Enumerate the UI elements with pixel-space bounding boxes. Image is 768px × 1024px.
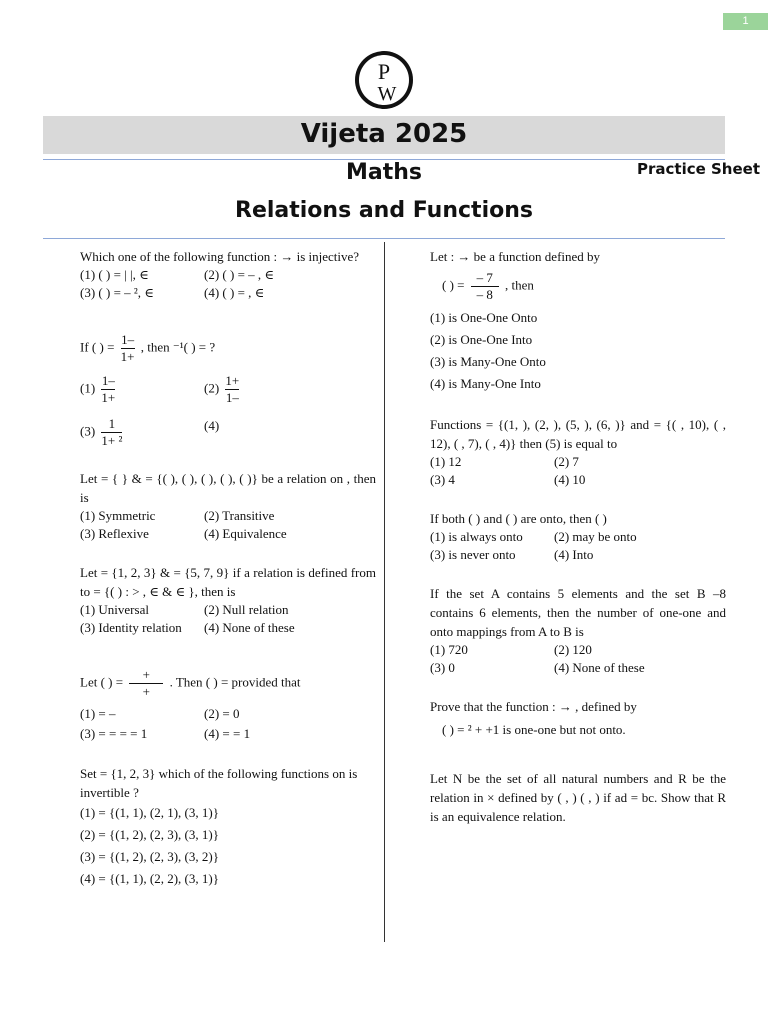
question-stem: Let = { } & = {( ), ( ), ( ), ( ), ( )} be a relation on , then is	[80, 471, 376, 505]
option: (4) is Many-One Into	[430, 376, 541, 391]
pw-logo	[354, 50, 414, 110]
option: (4) = = 1	[204, 726, 251, 741]
stem-text: , then ⁻¹( ) = ?	[140, 339, 216, 355]
question-stem-continued: ( ) = ² + +1 is one-one but not onto.	[442, 722, 626, 737]
option: (2) = 0	[204, 706, 240, 721]
question-2	[80, 332, 376, 449]
column-divider	[384, 242, 385, 942]
options-list	[80, 266, 376, 302]
option: (2) ( ) = – , ∈	[204, 267, 275, 282]
option: (4) None of these	[554, 660, 645, 675]
stem-text: Let ( ) =	[80, 674, 124, 690]
right-column	[430, 247, 726, 826]
fraction	[471, 270, 499, 303]
options-list	[430, 528, 726, 564]
option: (1) ( ) = | |, ∈	[80, 267, 149, 282]
option: (2) 120	[554, 642, 592, 657]
option: (3) 0	[430, 660, 455, 675]
question-stem: Set = {1, 2, 3} which of the following functions on is invertible ?	[80, 766, 358, 800]
fraction	[129, 667, 163, 700]
numerator: 1–	[121, 332, 135, 347]
option: (3) Identity relation	[80, 620, 182, 635]
option: (1) 12	[430, 454, 462, 469]
question-11	[430, 697, 726, 739]
option: (1) Universal	[80, 602, 149, 617]
option: (2) = {(1, 2), (2, 3), (3, 1)}	[80, 827, 219, 842]
question-stem: If the set A contains 5 elements and the set B –8 contains 6 elements, then the number of one-one and onto mappings from A to B is	[430, 586, 726, 639]
options-list	[80, 601, 376, 637]
option: (3) is Many-One Onto	[430, 354, 546, 369]
option: (1) Symmetric	[80, 508, 156, 523]
options-list	[430, 453, 726, 489]
denominator: – 8	[471, 286, 499, 303]
function-expression	[442, 270, 726, 303]
question-1	[80, 247, 376, 302]
question-4	[80, 563, 376, 637]
header-rule-bottom	[43, 238, 725, 239]
title-banner	[43, 116, 725, 154]
left-column	[80, 247, 376, 890]
topic-title: Relations and Functions	[235, 198, 533, 223]
option: (1) is One-One Onto	[430, 310, 538, 325]
question-stem	[80, 332, 376, 365]
option: (1) = –	[80, 706, 116, 721]
stem-text: . Then ( ) = provided that	[169, 674, 301, 690]
fraction	[121, 332, 135, 365]
stem-text: If ( ) =	[80, 339, 115, 355]
option: (4) Equivalence	[204, 526, 287, 541]
question-6	[80, 764, 376, 890]
question-stem: Functions = {(1, ), (2, ), (5, ), (6, )} and = {( , 10), ( , 12), ( , 7), ( , 4)} then (5) is equal to	[430, 417, 726, 451]
stem-text: , then	[505, 277, 534, 293]
question-7	[430, 247, 726, 395]
sheet-type-label: Practice Sheet	[637, 160, 761, 178]
option: (1) 720	[430, 642, 468, 657]
option: (1) = {(1, 1), (2, 1), (3, 1)}	[80, 805, 219, 820]
option: (4) Into	[554, 547, 594, 562]
question-9	[430, 509, 726, 564]
brand-title: Vijeta 2025	[300, 119, 468, 149]
option: (3) ( ) = – ², ∈	[80, 285, 154, 300]
subject-title: Maths	[345, 160, 422, 185]
option: (3) Reflexive	[80, 526, 149, 541]
option: (3) = {(1, 2), (2, 3), (3, 2)}	[80, 849, 219, 864]
options-list	[80, 704, 376, 744]
numerator: +	[142, 667, 150, 682]
denominator: +	[129, 683, 163, 700]
option: (4) None of these	[204, 620, 295, 635]
page-number-badge: 1	[723, 13, 768, 30]
question-10	[430, 584, 726, 677]
option: (4)	[204, 418, 220, 433]
question-3	[80, 469, 376, 543]
option: (2) 7	[554, 454, 579, 469]
option: (4) ( ) = , ∈	[204, 285, 265, 300]
option: (2) $\frac{1+}{1-}$	[204, 373, 240, 405]
options-list	[430, 307, 726, 395]
option: (2) Null relation	[204, 602, 289, 617]
option: (1) $\frac{1-}{1+}$	[80, 373, 116, 405]
question-stem: If both ( ) and ( ) are onto, then ( )	[430, 511, 607, 526]
svg-text:P: P	[377, 59, 391, 84]
denominator: 1+	[120, 349, 135, 364]
question-stem	[80, 667, 376, 700]
question-stem: Prove that the function : → , defined by	[430, 699, 637, 714]
option: (1) is always onto	[430, 529, 523, 544]
question-stem: Let : → be a function defined by	[430, 249, 601, 264]
option: (2) is One-One Into	[430, 332, 533, 347]
option: (2) may be onto	[554, 529, 637, 544]
options-list	[80, 802, 376, 890]
question-8	[430, 415, 726, 489]
stem-text: ( ) =	[442, 277, 465, 293]
option: (3) 4	[430, 472, 455, 487]
option: (3) = = = = 1	[80, 726, 148, 741]
question-5	[80, 667, 376, 744]
question-stem: Let = {1, 2, 3} & = {5, 7, 9} if a relation is defined from to = {( ) : > , ∈ & ∈ }, then is	[80, 565, 376, 599]
question-stem: Let N be the set of all natural numbers and R be the relation in × defined by ( , ) ( , ) if ad = bc. Show that R is an equivalence relation.	[430, 771, 726, 824]
option: (4) 10	[554, 472, 586, 487]
option: (4) = {(1, 1), (2, 2), (3, 1)}	[80, 871, 219, 886]
option: (3) is never onto	[430, 547, 516, 562]
question-stem: Which one of the following function : → is injective?	[80, 249, 360, 264]
question-12	[430, 769, 726, 826]
option: (2) Transitive	[204, 508, 275, 523]
options-list	[80, 507, 376, 543]
numerator: – 7	[476, 270, 493, 285]
options-list	[430, 641, 726, 677]
option: (3) $\frac{1}{\text{1+ ²}}$	[80, 416, 123, 448]
svg-text:W: W	[377, 83, 397, 105]
options-list	[80, 373, 376, 449]
